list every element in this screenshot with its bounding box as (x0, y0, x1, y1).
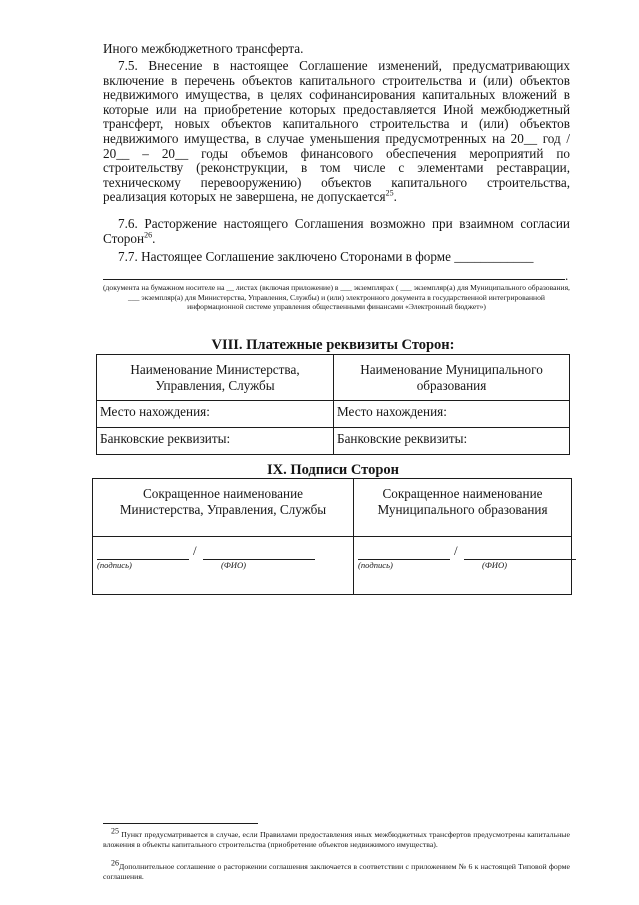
signature-col-municipality: Сокращенное наименование Муниципального образования (354, 479, 572, 537)
payment-col-ministry: Наименование Министерства, Управления, Службы (97, 355, 334, 401)
signature-col-ministry: Сокращенное наименование Министерства, Управления, Службы (93, 479, 354, 537)
slash: / (193, 543, 197, 558)
location-left: Место нахождения: (97, 401, 334, 428)
signatures-table (92, 478, 572, 595)
footnote-26-num: 26 (111, 858, 119, 868)
paragraph-7-5 (103, 59, 570, 205)
bank-left: Банковские реквизиты: (97, 428, 334, 455)
signature-cell-municipality (354, 537, 572, 595)
signature-label: (подпись) (358, 560, 393, 570)
fio-label: (ФИО) (221, 560, 247, 570)
footnote-25 (103, 826, 570, 850)
footnote-25-num: 25 (111, 826, 119, 836)
footnote-26-text: Дополнительное соглашение о расторжении соглашения заключается в соответствии с приложением № 6 к настоящей Типовой форме соглашения. (103, 862, 570, 881)
fio-line (203, 559, 315, 560)
fio-line (464, 559, 576, 560)
footnote-26 (103, 858, 570, 882)
paragraph-7-5-end: . (393, 189, 397, 205)
paragraph-7-6 (103, 217, 570, 246)
paragraph-7-5-text: 7.5. Внесение в настоящее Соглашение изменений, предусматривающих включение в перечень объектов капитального строительства и (или) объектов недвижимого имущества, в целях софинансирования капитальных вложений в которые или на приобретение которых предоставляется Иной межбюджетный трансферт, новых объектов капитального строительства и (или) объектов недвижимого имущества, в случае уменьшения предусмотренных на 20__ год / 20__ – 20__ годы объемов финансового обеспечения мероприятий по строительству (реконструкции, в том числе с элементами реставрации, техническому перевооружению) объектов капитального строительства, реализация которых не завершена, не допускается (103, 58, 570, 205)
section-9-title: IX. Подписи Сторон (266, 462, 400, 478)
signature-cell-ministry (93, 537, 354, 595)
payment-col-municipality: Наименование Муниципального образования (334, 355, 570, 401)
intro-line: Иного межбюджетного трансферта. (103, 41, 304, 56)
signature-label: (подпись) (97, 560, 132, 570)
form-note: (документа на бумажном носителе на __ листах (включая приложение) в ___ экземплярах ( ___ экземпляр(а) для Муниципального образования, ___ экземпляр(а) для Министерства, Управления, Службы) и (или) электронного документа в государственной интегрированной информационной системе управления общественными финансами «Электронный бюджет») (103, 283, 570, 312)
paragraph-7-7: 7.7. Настоящее Соглашение заключено Сторонами в форме ____________ (118, 249, 534, 264)
form-fill-line (103, 279, 565, 280)
payment-details-table (96, 354, 570, 455)
slash: / (454, 543, 458, 558)
bank-right: Банковские реквизиты: (334, 428, 570, 455)
fio-label: (ФИО) (482, 560, 508, 570)
footnote-separator (103, 823, 258, 824)
footnote-ref-25: 25 (385, 188, 394, 198)
footnote-ref-26: 26 (144, 230, 153, 240)
paragraph-7-6-text: 7.6. Расторжение настоящего Соглашения возможно при взаимном согласии Сторон (103, 216, 570, 246)
location-right: Место нахождения: (334, 401, 570, 428)
section-8-title: VIII. Платежные реквизиты Сторон: (211, 337, 455, 353)
footnote-25-text: Пункт предусматривается в случае, если Правилами предоставления иных межбюджетных трансфертов предусмотрены капитальные вложения в объекты капитального строительства (приобретение объектов недвижимого имущества). (103, 830, 570, 849)
paragraph-7-6-end: . (152, 230, 156, 246)
form-line-end: . (565, 268, 569, 283)
